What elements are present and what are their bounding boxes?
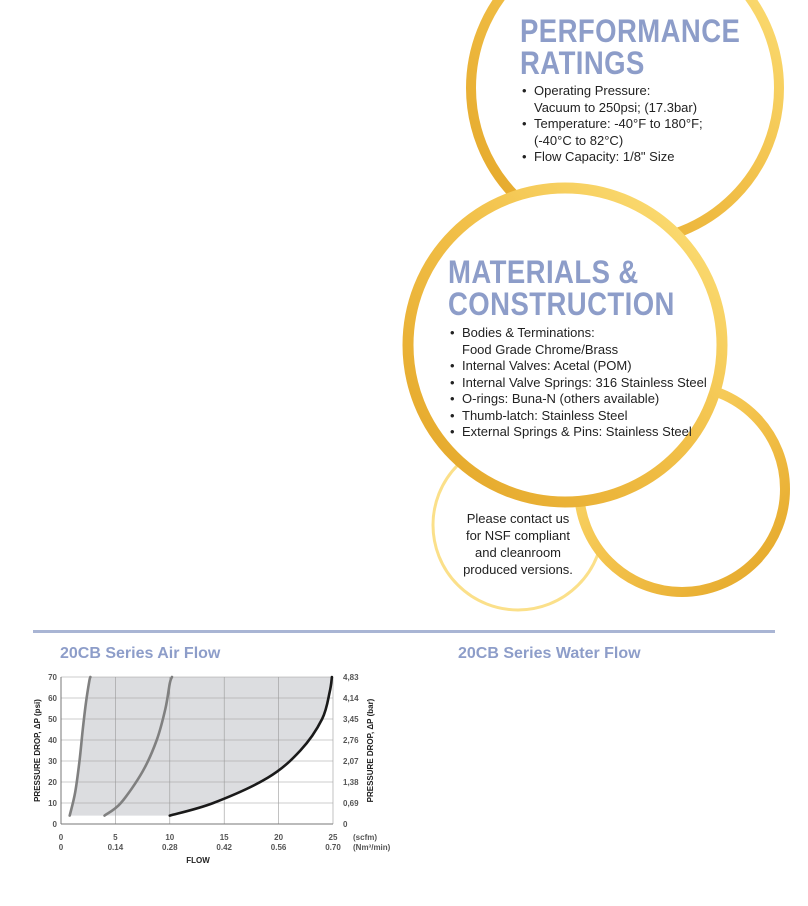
performance-item: • Flow Capacity: 1/8" Size xyxy=(520,149,703,166)
y-tick-label-right: 0 xyxy=(343,820,348,829)
x-tick-label: 25 xyxy=(328,833,338,842)
materials-heading-line2: CONSTRUCTION xyxy=(448,286,675,322)
materials-item: • Internal Valves: Acetal (POM) xyxy=(448,358,707,375)
x-tick-label-secondary: 0 xyxy=(58,843,64,852)
water-flow-title: 20CB Series Water Flow xyxy=(458,645,641,662)
x-tick-label: 15 xyxy=(219,833,229,842)
air-flow-title: 20CB Series Air Flow xyxy=(60,645,221,662)
performance-item: • Temperature: -40°F to 180°F; (-40°C to 82°C) xyxy=(520,116,703,149)
y-tick-label: 60 xyxy=(48,694,57,703)
performance-list xyxy=(520,83,703,166)
y-tick-label: 0 xyxy=(52,820,57,829)
performance-heading xyxy=(520,15,740,79)
y-tick-label-right: 4,83 xyxy=(343,673,359,682)
materials-item: • O-rings: Buna-N (others available) xyxy=(448,391,707,408)
x-tick-label-secondary: 0.28 xyxy=(162,843,178,852)
y-axis-title: PRESSURE DROP, ΔP (psi) xyxy=(33,699,42,802)
y-tick-label-right: 0,69 xyxy=(343,799,359,808)
y-tick-label-right: 2,76 xyxy=(343,736,359,745)
x-tick-label: 10 xyxy=(165,833,175,842)
materials-item: • External Springs & Pins: Stainless Steel xyxy=(448,424,707,441)
materials-item: • Bodies & Terminations: Food Grade Chrome/Brass xyxy=(448,325,707,358)
materials-item: • Internal Valve Springs: 316 Stainless Steel xyxy=(448,375,707,392)
y-tick-label-right: 2,07 xyxy=(343,757,359,766)
materials-heading xyxy=(448,256,675,320)
x-tick-label: 20 xyxy=(274,833,284,842)
y-tick-label: 50 xyxy=(48,715,57,724)
x-tick-label: 0 xyxy=(58,833,64,842)
section-divider xyxy=(33,630,775,633)
performance-heading-line1: PERFORMANCE xyxy=(520,13,741,49)
materials-item: • Thumb-latch: Stainless Steel xyxy=(448,408,707,425)
performance-item: • Operating Pressure: Vacuum to 250psi; (17.3bar) xyxy=(520,83,703,116)
x-tick-label-secondary: 0.70 xyxy=(325,843,341,852)
x-tick-label-secondary: 0.56 xyxy=(270,843,287,852)
y-tick-label: 70 xyxy=(48,673,57,682)
y-tick-label: 40 xyxy=(48,736,57,745)
air-flow-chart xyxy=(33,673,391,865)
x-tick-label-secondary: 0.42 xyxy=(216,843,232,852)
x-tick-label: 5 xyxy=(113,833,118,842)
y-tick-label: 10 xyxy=(48,799,57,808)
y-tick-label-right: 1,38 xyxy=(343,778,359,787)
performance-heading-line2: RATINGS xyxy=(520,45,645,81)
y-tick-label-right: 4,14 xyxy=(343,694,359,703)
x-unit-secondary: (Nm³/min) xyxy=(353,843,391,852)
y-axis-title-right: PRESSURE DROP, ΔP (bar) xyxy=(366,698,375,803)
y-tick-label: 30 xyxy=(48,757,57,766)
nsf-contact-note: Please contact us for NSF compliant and cleanroom produced versions. xyxy=(463,511,573,577)
y-tick-label: 20 xyxy=(48,778,57,787)
x-tick-label-secondary: 0.14 xyxy=(107,843,124,852)
materials-heading-line1: MATERIALS & xyxy=(448,254,639,290)
materials-list xyxy=(448,325,707,441)
y-tick-label-right: 3,45 xyxy=(343,715,359,724)
x-unit-primary: (scfm) xyxy=(353,833,378,842)
x-axis-title: FLOW xyxy=(186,856,210,865)
